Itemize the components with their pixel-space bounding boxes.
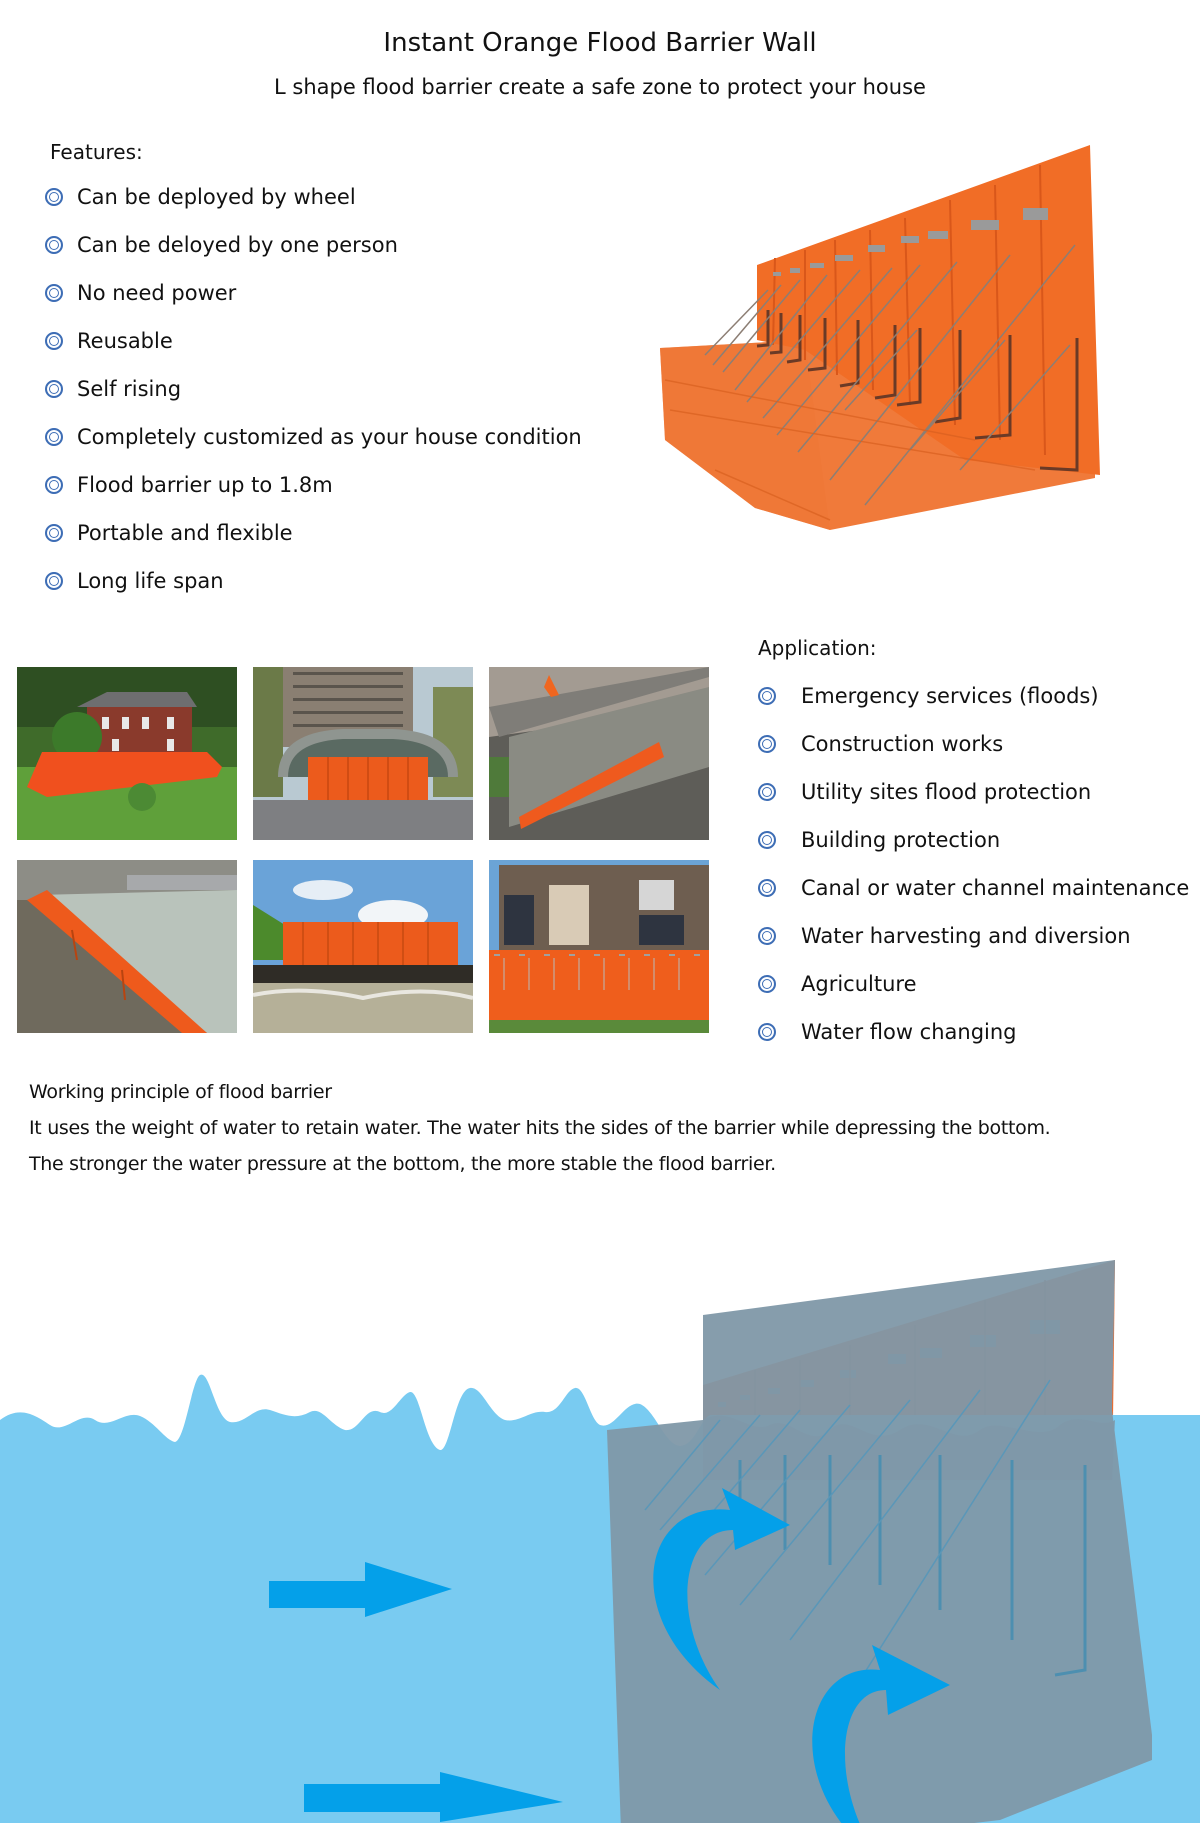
feature-item: Self rising — [45, 365, 582, 413]
principle-line-1: It uses the weight of water to retain water. The water hits the sides of the barrier while depressing the bottom. — [29, 1117, 1051, 1139]
feature-item: Can be deployed by wheel — [45, 173, 582, 221]
feature-item: Reusable — [45, 317, 582, 365]
feature-item: Flood barrier up to 1.8m — [45, 461, 582, 509]
application-item: Agriculture — [758, 960, 1189, 1008]
double-circle-icon — [45, 572, 63, 590]
double-circle-icon — [758, 735, 776, 753]
working-principle-diagram — [0, 1220, 1200, 1823]
features-label: Features: — [50, 140, 143, 164]
feature-item: Long life span — [45, 557, 582, 605]
application-item: Water harvesting and diversion — [758, 912, 1189, 960]
double-circle-icon — [758, 831, 776, 849]
photo-entrance-barrier — [253, 667, 473, 840]
double-circle-icon — [758, 975, 776, 993]
product-image-barrier — [655, 140, 1105, 540]
feature-item: Can be deloyed by one person — [45, 221, 582, 269]
double-circle-icon — [45, 380, 63, 398]
application-item: Canal or water channel maintenance — [758, 864, 1189, 912]
double-circle-icon — [45, 284, 63, 302]
application-label: Application: — [758, 636, 877, 660]
feature-item: Portable and flexible — [45, 509, 582, 557]
photo-canal-barrier — [17, 860, 237, 1033]
double-circle-icon — [45, 428, 63, 446]
application-item: Emergency services (floods) — [758, 672, 1189, 720]
double-circle-icon — [45, 188, 63, 206]
application-item: Building protection — [758, 816, 1189, 864]
double-circle-icon — [758, 927, 776, 945]
principle-heading: Working principle of flood barrier — [29, 1081, 332, 1103]
application-item: Water flow changing — [758, 1008, 1189, 1056]
double-circle-icon — [45, 236, 63, 254]
principle-line-2: The stronger the water pressure at the bottom, the more stable the flood barrier. — [29, 1153, 776, 1175]
double-circle-icon — [758, 783, 776, 801]
double-circle-icon — [45, 476, 63, 494]
application-item: Construction works — [758, 720, 1189, 768]
double-circle-icon — [45, 524, 63, 542]
feature-item: Completely customized as your house condition — [45, 413, 582, 461]
page-title: Instant Orange Flood Barrier Wall — [383, 28, 817, 58]
application-list — [758, 672, 1189, 1056]
double-circle-icon — [758, 879, 776, 897]
working-principle — [29, 1074, 1050, 1182]
photo-weir-barrier — [253, 860, 473, 1033]
double-circle-icon — [758, 687, 776, 705]
page-subtitle: L shape flood barrier create a safe zone to protect your house — [274, 75, 926, 99]
application-item: Utility sites flood protection — [758, 768, 1189, 816]
features-list — [45, 173, 582, 605]
double-circle-icon — [758, 1023, 776, 1041]
photo-house-barrier — [17, 667, 237, 840]
feature-item: No need power — [45, 269, 582, 317]
photo-building-barrier — [489, 860, 709, 1033]
double-circle-icon — [45, 332, 63, 350]
photo-channel-barrier — [489, 667, 709, 840]
